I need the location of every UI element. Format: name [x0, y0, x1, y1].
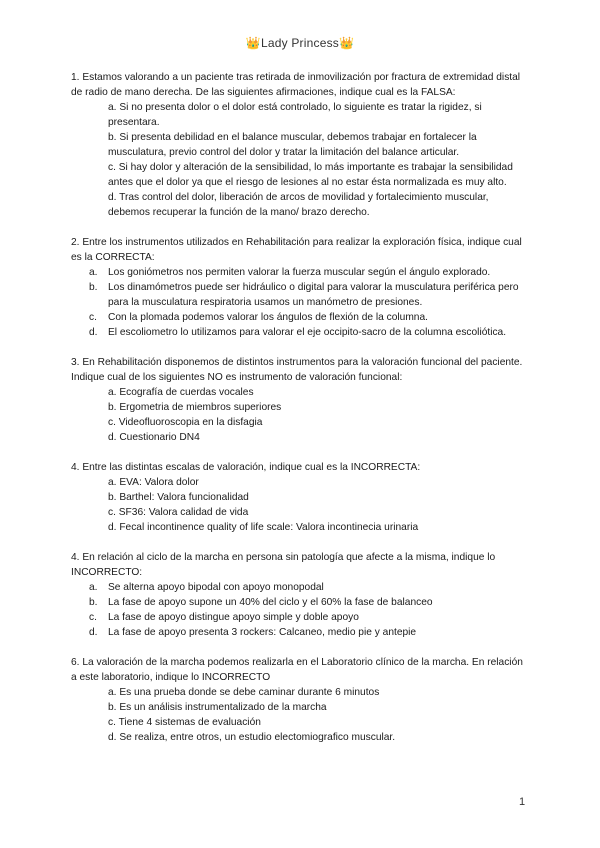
option: d. Tras control del dolor, liberación de arcos de movilidad y fortalecimiento muscular, debemos recuperar la función de la mano/ brazo derecho. [108, 192, 489, 218]
option-marker: a. [89, 582, 98, 593]
option-marker: c. [89, 612, 97, 623]
option [71, 325, 531, 340]
option: c. SF36: Valora calidad de vida [108, 507, 249, 518]
option-text: Con la plomada podemos valorar los ángulos de flexión de la columna. [108, 312, 428, 323]
option-list [71, 265, 531, 340]
page-header [0, 36, 600, 50]
option: a. EVA: Valora dolor [108, 477, 199, 488]
option [71, 625, 531, 640]
option-marker: c. [89, 312, 97, 323]
question-text: 1. Estamos valorando a un paciente tras retirada de inmovilización por fractura de extremidad distal de radio de mano derecha. De las siguientes afirmaciones, indique cual es la FALSA: [71, 72, 521, 98]
option: b. Ergometria de miembros superiores [108, 402, 282, 413]
option: c. Si hay dolor y alteración de la sensibilidad, lo más importante es trabajar la sensibilidad antes que el dolor ya que el riesgo de lesiones al no estar ésta normalizada es muy alto. [108, 162, 513, 188]
option: a. Es una prueba donde se debe caminar durante 6 minutos [108, 687, 380, 698]
option: a. Si no presenta dolor o el dolor está controlado, lo siguiente es tratar la rigidez, si presentara. [108, 102, 482, 128]
question-2 [71, 235, 531, 340]
option-marker: a. [89, 267, 98, 278]
option: b. Si presenta debilidad en el balance muscular, debemos trabajar en fortalecer la musculatura, previo control del dolor y tratar la limitación del balance articular. [108, 132, 477, 158]
question-5 [71, 550, 531, 640]
question-text: 4. Entre las distintas escalas de valoración, indique cual es la INCORRECTA: [71, 462, 421, 473]
option-list [71, 580, 531, 640]
option-text: Los dinamómetros puede ser hidráulico o digital para valorar la musculatura periférica pero para la musculatura respiratoria usamos un manómetro de presiones. [108, 282, 519, 308]
option [71, 595, 531, 610]
question-1 [71, 70, 531, 220]
option-marker: b. [89, 282, 98, 293]
option-text: Los goniómetros nos permiten valorar la fuerza muscular según el ángulo explorado. [108, 267, 491, 278]
option-marker: d. [89, 627, 98, 638]
question-3 [71, 355, 531, 445]
option-text: La fase de apoyo supone un 40% del ciclo y el 60% la fase de balanceo [108, 597, 433, 608]
option [71, 580, 531, 595]
header-title: Lady Princess [261, 36, 339, 50]
option-marker: d. [89, 327, 98, 338]
option: d. Cuestionario DN4 [108, 432, 200, 443]
option: c. Tiene 4 sistemas de evaluación [108, 717, 261, 728]
option: b. Barthel: Valora funcionalidad [108, 492, 249, 503]
option [71, 280, 531, 310]
option-text: Se alterna apoyo bipodal con apoyo monopodal [108, 582, 324, 593]
option-text: El escoliometro lo utilizamos para valorar el eje occipito-sacro de la columna escoliótica. [108, 327, 507, 338]
option [71, 610, 531, 625]
question-text: 2. Entre los instrumentos utilizados en Rehabilitación para realizar la exploración física, indique cual es la CORRECTA: [71, 237, 522, 263]
question-text: 3. En Rehabilitación disponemos de distintos instrumentos para la valoración funcional del paciente. Indique cual de los siguientes NO es instrumento de valoración funcional: [71, 357, 523, 383]
option: d. Se realiza, entre otros, un estudio electomiografico muscular. [108, 732, 396, 743]
option: b. Es un análisis instrumentalizado de la marcha [108, 702, 327, 713]
crown-icon: 👑 [338, 36, 355, 50]
option: d. Fecal incontinence quality of life scale: Valora incontinecia urinaria [108, 522, 419, 533]
document-body [71, 70, 531, 760]
question-text: 6. La valoración de la marcha podemos realizarla en el Laboratorio clínico de la marcha. En relación a este laboratorio, indique lo INCORRECTO [71, 657, 523, 683]
option: c. Videofluoroscopia en la disfagia [108, 417, 263, 428]
option-text: La fase de apoyo distingue apoyo simple y doble apoyo [108, 612, 359, 623]
question-text: 4. En relación al ciclo de la marcha en persona sin patología que afecte a la misma, indique lo INCORRECTO: [71, 552, 496, 578]
option-text: La fase de apoyo presenta 3 rockers: Calcaneo, medio pie y antepie [108, 627, 417, 638]
page-number: 1 [519, 796, 526, 808]
option-marker: b. [89, 597, 98, 608]
option: a. Ecografía de cuerdas vocales [108, 387, 254, 398]
option [71, 310, 531, 325]
question-4 [71, 460, 531, 535]
option [71, 265, 531, 280]
crown-icon: 👑 [245, 36, 261, 50]
question-6 [71, 655, 531, 745]
